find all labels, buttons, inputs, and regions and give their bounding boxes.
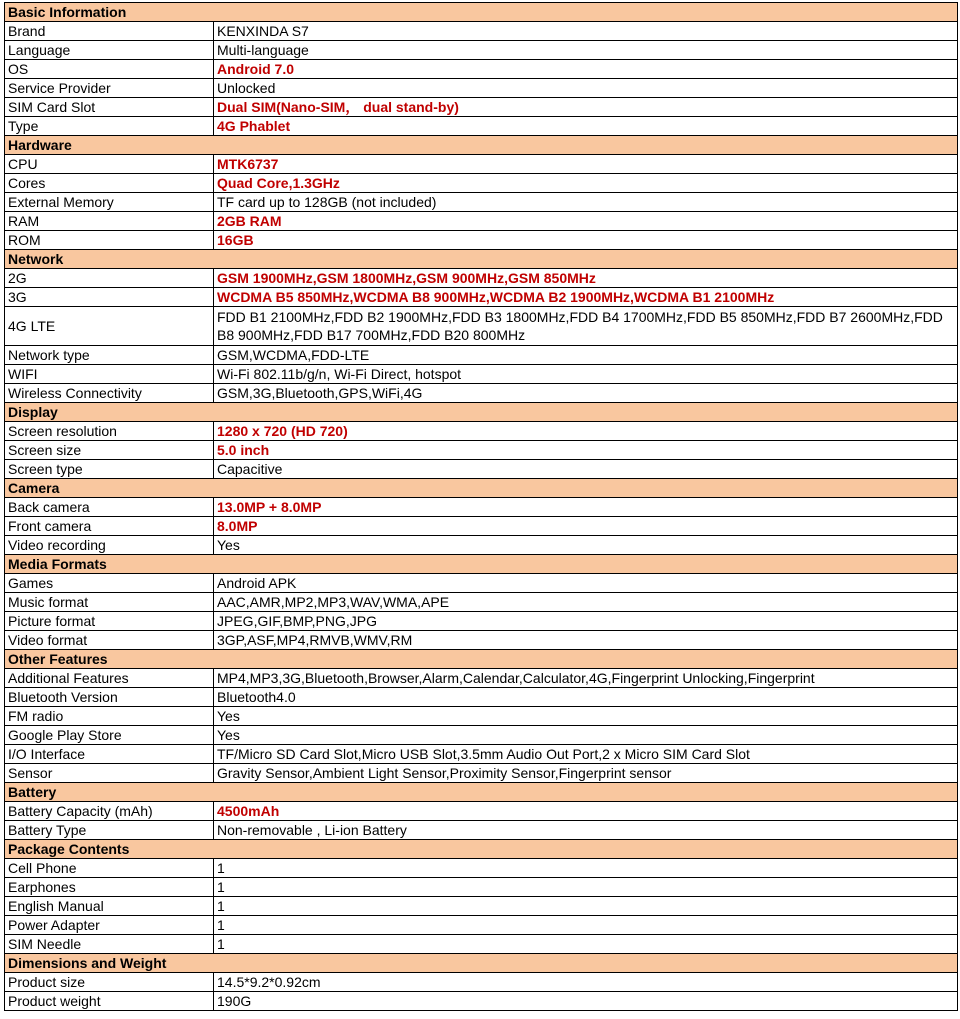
spec-label: Additional Features xyxy=(5,669,214,688)
spec-row xyxy=(5,992,958,1011)
spec-row xyxy=(5,821,958,840)
spec-label: 3G xyxy=(5,288,214,307)
spec-label: RAM xyxy=(5,212,214,231)
spec-label: Front camera xyxy=(5,517,214,536)
spec-label: Wireless Connectivity xyxy=(5,384,214,403)
spec-value: 1 xyxy=(214,878,958,897)
spec-row xyxy=(5,174,958,193)
spec-label: 4G LTE xyxy=(5,307,214,346)
spec-value: GSM,WCDMA,FDD-LTE xyxy=(214,346,958,365)
spec-row xyxy=(5,688,958,707)
spec-label: Google Play Store xyxy=(5,726,214,745)
section-title: Basic Information xyxy=(5,3,958,22)
spec-row xyxy=(5,193,958,212)
spec-row xyxy=(5,669,958,688)
spec-label: Service Provider xyxy=(5,79,214,98)
spec-label: SIM Needle xyxy=(5,935,214,954)
spec-label: Video recording xyxy=(5,536,214,555)
spec-row xyxy=(5,631,958,650)
spec-label: SIM Card Slot xyxy=(5,98,214,117)
spec-label: Back camera xyxy=(5,498,214,517)
spec-row xyxy=(5,707,958,726)
section-title: Other Features xyxy=(5,650,958,669)
spec-label: Cell Phone xyxy=(5,859,214,878)
section-header-row xyxy=(5,650,958,669)
section-title: Battery xyxy=(5,783,958,802)
spec-value: 5.0 inch xyxy=(214,441,958,460)
spec-value: Multi-language xyxy=(214,41,958,60)
section-header-row xyxy=(5,783,958,802)
spec-row xyxy=(5,897,958,916)
spec-row xyxy=(5,498,958,517)
spec-value: 2GB RAM xyxy=(214,212,958,231)
spec-value: Unlocked xyxy=(214,79,958,98)
spec-row xyxy=(5,973,958,992)
spec-label: Type xyxy=(5,117,214,136)
spec-row xyxy=(5,726,958,745)
spec-value: MTK6737 xyxy=(214,155,958,174)
spec-value: 1 xyxy=(214,897,958,916)
spec-row xyxy=(5,212,958,231)
spec-label: Product weight xyxy=(5,992,214,1011)
spec-value: 1 xyxy=(214,935,958,954)
spec-value: GSM,3G,Bluetooth,GPS,WiFi,4G xyxy=(214,384,958,403)
spec-row xyxy=(5,231,958,250)
spec-row xyxy=(5,22,958,41)
spec-label: Sensor xyxy=(5,764,214,783)
spec-label: Brand xyxy=(5,22,214,41)
spec-value: 14.5*9.2*0.92cm xyxy=(214,973,958,992)
spec-value: JPEG,GIF,BMP,PNG,JPG xyxy=(214,612,958,631)
spec-value: Android 7.0 xyxy=(214,60,958,79)
spec-row xyxy=(5,307,958,346)
spec-value: Bluetooth4.0 xyxy=(214,688,958,707)
spec-row xyxy=(5,593,958,612)
section-header-row xyxy=(5,403,958,422)
section-title: Network xyxy=(5,250,958,269)
section-title: Display xyxy=(5,403,958,422)
spec-label: Network type xyxy=(5,346,214,365)
spec-value: TF card up to 128GB (not included) xyxy=(214,193,958,212)
spec-label: External Memory xyxy=(5,193,214,212)
spec-label: WIFI xyxy=(5,365,214,384)
spec-label: Power Adapter xyxy=(5,916,214,935)
spec-label: English Manual xyxy=(5,897,214,916)
spec-value: AAC,AMR,MP2,MP3,WAV,WMA,APE xyxy=(214,593,958,612)
spec-value: 4500mAh xyxy=(214,802,958,821)
spec-value: Yes xyxy=(214,536,958,555)
section-title: Hardware xyxy=(5,136,958,155)
spec-value: GSM 1900MHz,GSM 1800MHz,GSM 900MHz,GSM 850MHz xyxy=(214,269,958,288)
spec-value: Quad Core,1.3GHz xyxy=(214,174,958,193)
spec-label: 2G xyxy=(5,269,214,288)
section-header-row xyxy=(5,840,958,859)
spec-value: MP4,MP3,3G,Bluetooth,Browser,Alarm,Calendar,Calculator,4G,Fingerprint Unlocking,Fingerprint xyxy=(214,669,958,688)
spec-value: Yes xyxy=(214,726,958,745)
spec-label: Product size xyxy=(5,973,214,992)
spec-label: I/O Interface xyxy=(5,745,214,764)
section-header-row xyxy=(5,954,958,973)
spec-row xyxy=(5,117,958,136)
spec-value: 16GB xyxy=(214,231,958,250)
spec-label: Earphones xyxy=(5,878,214,897)
spec-row xyxy=(5,155,958,174)
spec-label: Music format xyxy=(5,593,214,612)
spec-label: OS xyxy=(5,60,214,79)
spec-value: Capacitive xyxy=(214,460,958,479)
spec-table xyxy=(4,2,958,1011)
section-header-row xyxy=(5,479,958,498)
spec-value: 1280 x 720 (HD 720) xyxy=(214,422,958,441)
spec-label: Video format xyxy=(5,631,214,650)
spec-label: Battery Type xyxy=(5,821,214,840)
spec-row xyxy=(5,98,958,117)
spec-row xyxy=(5,41,958,60)
spec-row xyxy=(5,612,958,631)
spec-row xyxy=(5,288,958,307)
spec-label: FM radio xyxy=(5,707,214,726)
spec-value: Non-removable , Li-ion Battery xyxy=(214,821,958,840)
spec-row xyxy=(5,460,958,479)
spec-label: Picture format xyxy=(5,612,214,631)
spec-value: Gravity Sensor,Ambient Light Sensor,Proximity Sensor,Fingerprint sensor xyxy=(214,764,958,783)
spec-row xyxy=(5,441,958,460)
section-title: Package Contents xyxy=(5,840,958,859)
spec-row xyxy=(5,574,958,593)
spec-value: 13.0MP + 8.0MP xyxy=(214,498,958,517)
section-title: Media Formats xyxy=(5,555,958,574)
spec-row xyxy=(5,346,958,365)
spec-row xyxy=(5,422,958,441)
spec-label: CPU xyxy=(5,155,214,174)
spec-label: Screen type xyxy=(5,460,214,479)
spec-label: Screen size xyxy=(5,441,214,460)
spec-label: Language xyxy=(5,41,214,60)
spec-value: 1 xyxy=(214,859,958,878)
spec-label: Games xyxy=(5,574,214,593)
spec-value: 1 xyxy=(214,916,958,935)
spec-value: Yes xyxy=(214,707,958,726)
section-title: Dimensions and Weight xyxy=(5,954,958,973)
spec-row xyxy=(5,745,958,764)
spec-row xyxy=(5,802,958,821)
spec-value: 190G xyxy=(214,992,958,1011)
spec-row xyxy=(5,365,958,384)
spec-label: Cores xyxy=(5,174,214,193)
section-header-row xyxy=(5,250,958,269)
spec-label: Battery Capacity (mAh) xyxy=(5,802,214,821)
spec-value: TF/Micro SD Card Slot,Micro USB Slot,3.5mm Audio Out Port,2 x Micro SIM Card Slot xyxy=(214,745,958,764)
section-header-row xyxy=(5,555,958,574)
spec-row xyxy=(5,878,958,897)
spec-value: 3GP,ASF,MP4,RMVB,WMV,RM xyxy=(214,631,958,650)
spec-row xyxy=(5,764,958,783)
spec-label: Screen resolution xyxy=(5,422,214,441)
spec-row xyxy=(5,60,958,79)
spec-value: KENXINDA S7 xyxy=(214,22,958,41)
spec-row xyxy=(5,859,958,878)
spec-row xyxy=(5,384,958,403)
spec-label: ROM xyxy=(5,231,214,250)
spec-row xyxy=(5,536,958,555)
spec-row xyxy=(5,517,958,536)
spec-label: Bluetooth Version xyxy=(5,688,214,707)
spec-table-body xyxy=(5,3,958,1011)
spec-value: FDD B1 2100MHz,FDD B2 1900MHz,FDD B3 1800MHz,FDD B4 1700MHz,FDD B5 850MHz,FDD B7 2600MHz,FDD B8 900MHz,FDD B17 700MHz,FDD B20 800MHz xyxy=(214,307,958,346)
spec-value: Dual SIM(Nano-SIM， dual stand-by) xyxy=(214,98,958,117)
section-header-row xyxy=(5,3,958,22)
spec-row xyxy=(5,79,958,98)
section-title: Camera xyxy=(5,479,958,498)
spec-value: 8.0MP xyxy=(214,517,958,536)
spec-value: 4G Phablet xyxy=(214,117,958,136)
spec-value: WCDMA B5 850MHz,WCDMA B8 900MHz,WCDMA B2 1900MHz,WCDMA B1 2100MHz xyxy=(214,288,958,307)
spec-row xyxy=(5,269,958,288)
spec-row xyxy=(5,935,958,954)
spec-value: Wi-Fi 802.11b/g/n, Wi-Fi Direct, hotspot xyxy=(214,365,958,384)
spec-row xyxy=(5,916,958,935)
spec-value: Android APK xyxy=(214,574,958,593)
section-header-row xyxy=(5,136,958,155)
